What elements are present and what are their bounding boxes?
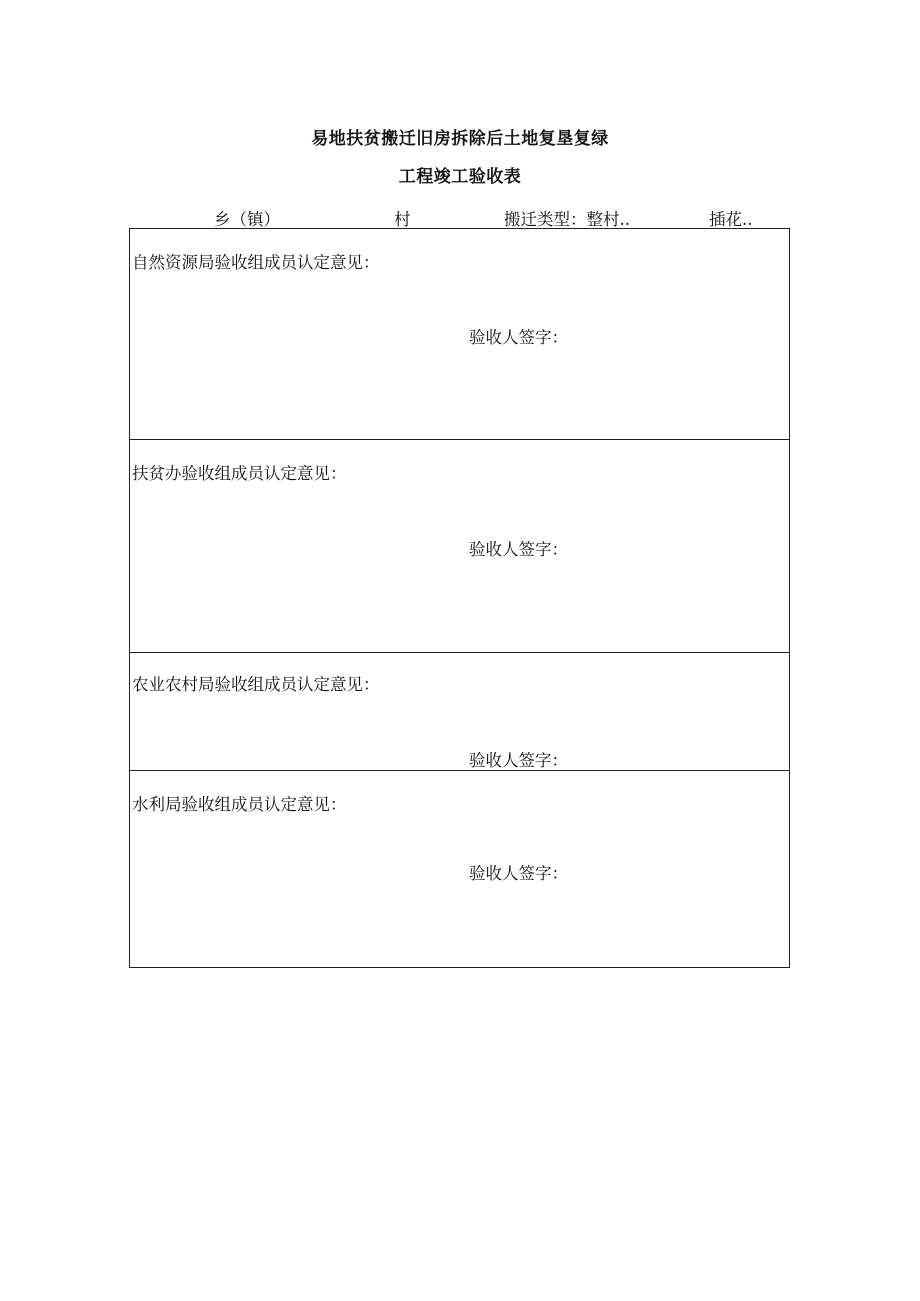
signature-label: 验收人签字： bbox=[469, 328, 568, 347]
opinion-label: 农业农村局验收组成员认定意见： bbox=[132, 675, 380, 694]
acceptance-table bbox=[129, 228, 790, 968]
section-natural-resources bbox=[130, 229, 789, 439]
document-title: 易地扶贫搬迁旧房拆除后土地复垦复绿 bbox=[311, 129, 609, 149]
signature-label: 验收人签字： bbox=[469, 864, 568, 883]
signature-label: 验收人签字： bbox=[469, 751, 568, 770]
section-water-resources bbox=[130, 770, 789, 968]
signature-label: 验收人签字： bbox=[469, 540, 568, 559]
opinion-label: 水利局验收组成员认定意见： bbox=[132, 795, 347, 814]
document-subtitle: 工程竣工验收表 bbox=[398, 167, 522, 187]
opinion-label: 扶贫办验收组成员认定意见： bbox=[132, 464, 347, 483]
village-label: 村 bbox=[394, 210, 411, 229]
township-label: 乡（镇） bbox=[214, 210, 280, 229]
opinion-label: 自然资源局验收组成员认定意见： bbox=[132, 253, 380, 272]
relocation-type-label: 搬迁类型：整村.. bbox=[504, 210, 630, 229]
section-poverty-office bbox=[130, 439, 789, 653]
section-agriculture bbox=[130, 652, 789, 771]
scattered-label: 插花.. bbox=[709, 210, 753, 229]
